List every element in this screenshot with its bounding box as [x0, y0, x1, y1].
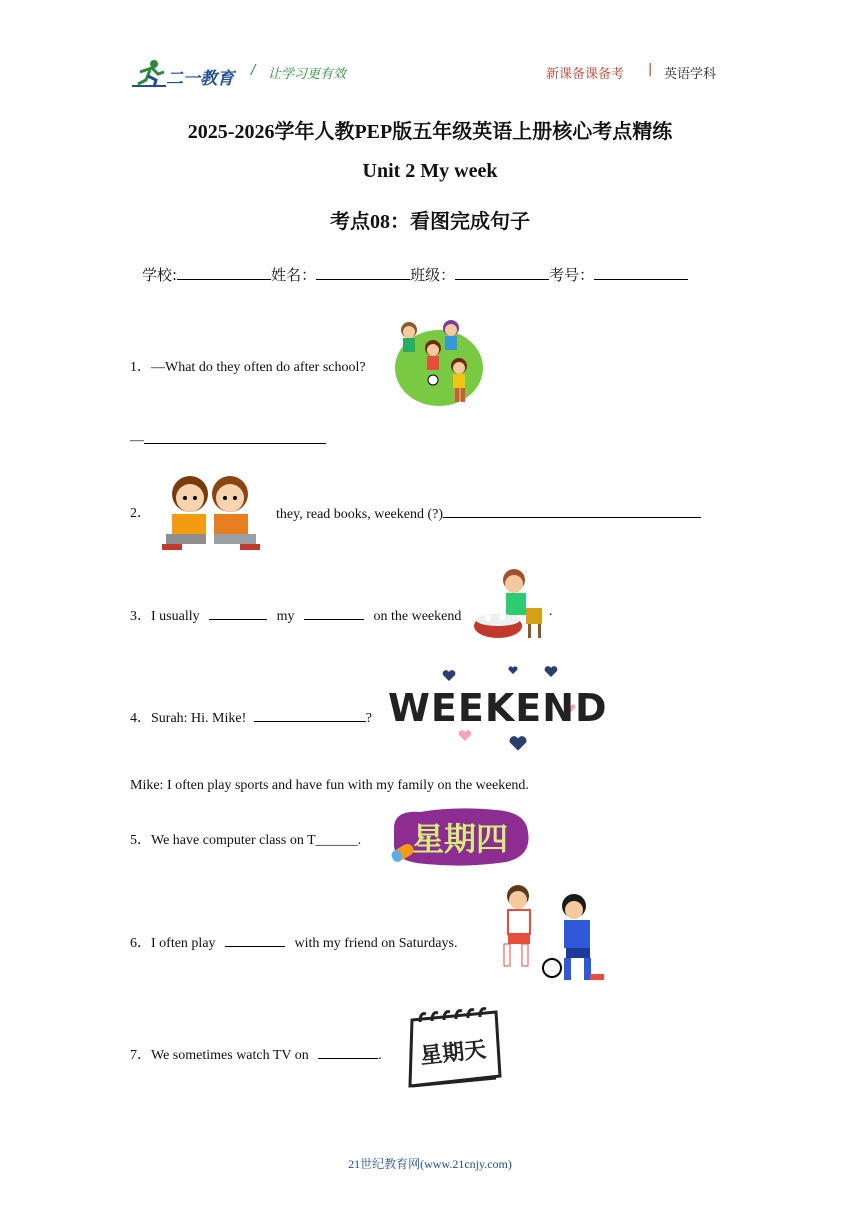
heart-icon	[508, 666, 518, 675]
question-4	[130, 706, 372, 727]
question-number: 4．	[130, 711, 151, 726]
school-label: 学校:	[142, 266, 178, 284]
question-7	[130, 1043, 382, 1064]
boy-washing-clothes-image	[472, 568, 550, 650]
text-part-b: with my friend on Saturdays.	[294, 936, 458, 951]
sunday-word: 星期天	[419, 1037, 488, 1070]
question-3-end: .	[549, 604, 553, 619]
question-1	[130, 356, 366, 376]
name-blank[interactable]	[316, 264, 410, 280]
header-separator: |	[648, 62, 653, 77]
question-number: 5．	[130, 833, 151, 848]
text-part-a: Surah: Hi. Mike!	[151, 711, 247, 726]
heart-icon	[544, 666, 558, 678]
sunday-calendar-image	[402, 1006, 502, 1090]
logo-text: 二一教育	[166, 69, 234, 89]
unit-title: Unit 2 My week	[362, 160, 498, 182]
question-text: —What do they often do after school?	[151, 360, 366, 375]
kids-reading-books-image	[160, 470, 262, 554]
text-part-a: We sometimes watch TV on	[151, 1048, 309, 1063]
question-end: ?	[365, 711, 372, 726]
text-part-b: my	[276, 609, 295, 624]
logo-icon	[132, 58, 166, 88]
answer-blank-2[interactable]	[304, 604, 364, 620]
question-number: 6．	[130, 936, 151, 951]
heart-icon	[442, 670, 456, 682]
footer: 21世纪教育网(www.21cnjy.com)	[348, 1157, 512, 1171]
question-2-number: 2．	[130, 506, 151, 521]
question-4-reply: Mike: I often play sports and have fun with my family on the weekend.	[130, 778, 529, 793]
heart-icon	[508, 736, 528, 752]
weekend-word: WEEKEND	[388, 686, 608, 730]
question-2	[276, 502, 701, 523]
number-blank[interactable]	[594, 264, 688, 280]
name-label: 姓名：	[271, 266, 317, 284]
school-blank[interactable]	[177, 264, 271, 280]
answer-prefix: —	[130, 433, 144, 448]
question-number: 7．	[130, 1048, 151, 1063]
number-label: 考号：	[549, 266, 595, 284]
slogan: 让学习更有效	[268, 67, 347, 82]
text-part-c: on the weekend	[373, 609, 462, 624]
heart-icon	[458, 730, 472, 742]
header-subject: 英语学科	[664, 67, 717, 82]
class-label: 班级：	[410, 266, 456, 284]
question-text: they, read books, weekend (?)	[276, 507, 444, 522]
answer-blank[interactable]	[144, 428, 326, 444]
thursday-word: 星期四	[412, 820, 509, 858]
answer-blank[interactable]	[225, 931, 285, 947]
text-part-a: I usually	[151, 609, 200, 624]
slogan-slash: /	[251, 63, 256, 78]
question-number: 3．	[130, 609, 151, 624]
question-6	[130, 931, 457, 952]
question-3	[130, 604, 461, 625]
class-blank[interactable]	[455, 264, 549, 280]
answer-blank[interactable]	[318, 1043, 378, 1059]
question-1-answer	[130, 428, 326, 449]
text-part-a: I often play	[151, 936, 216, 951]
question-5	[130, 829, 361, 849]
kids-playing-soccer-image	[393, 318, 485, 408]
question-text: We have computer class on T______.	[151, 833, 362, 848]
boys-playing-football-image	[494, 882, 624, 990]
student-info-line	[142, 264, 688, 285]
thursday-image	[386, 806, 532, 870]
answer-blank[interactable]	[443, 502, 701, 518]
answer-blank-1[interactable]	[209, 604, 267, 620]
answer-blank[interactable]	[254, 706, 366, 722]
question-end: .	[378, 1048, 382, 1063]
topic-title: 考点08：看图完成句子	[330, 211, 530, 233]
question-number: 1．	[130, 360, 151, 375]
header-right-text: 新课备课备考	[546, 67, 625, 82]
main-title: 2025-2026学年人教PEP版五年级英语上册核心考点精练	[187, 121, 673, 143]
weekend-image	[386, 664, 608, 754]
